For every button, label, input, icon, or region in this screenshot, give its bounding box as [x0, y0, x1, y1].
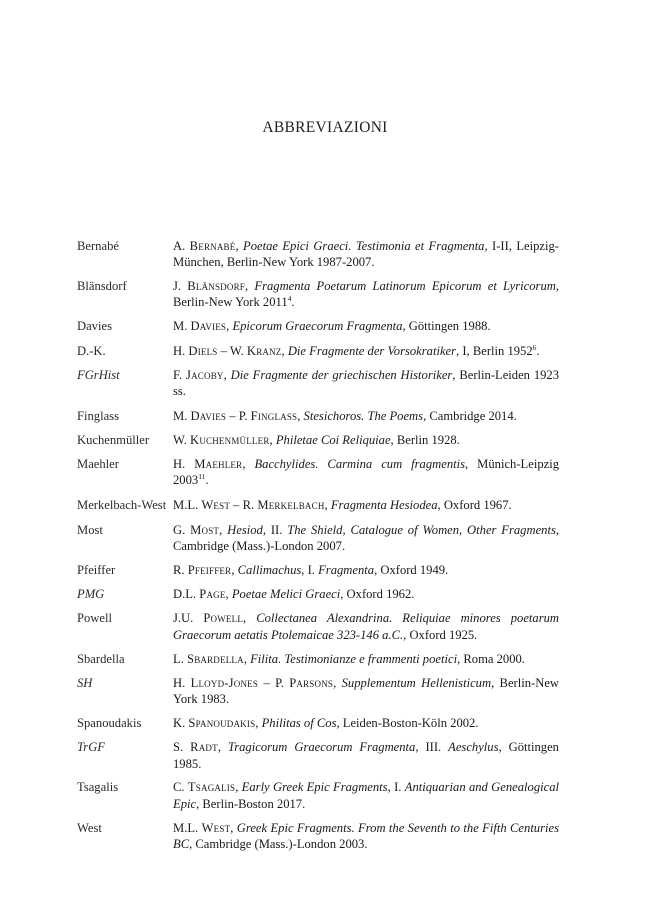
author-name: Blänsdorf: [187, 279, 245, 294]
reference-text: ,: [243, 651, 251, 666]
abbreviation-key: Tsagalis: [77, 780, 119, 795]
bibliographic-reference: [173, 586, 559, 602]
reference-text: ,: [297, 408, 304, 423]
abbreviation-key: Spanoudakis: [77, 715, 142, 730]
reference-text: M.L.: [173, 820, 202, 835]
author-name: Kuchenmüller: [190, 432, 270, 447]
reference-text: ,: [230, 820, 237, 835]
reference-text: ,: [225, 587, 232, 602]
author-name: Powell: [203, 611, 244, 626]
abbreviation-entry: [0, 318, 650, 334]
reference-text: ,: [333, 675, 342, 690]
abbreviation-key: Merkelbach-West: [77, 497, 167, 512]
work-title: Fragmenta: [318, 562, 375, 577]
reference-text: H.: [173, 675, 191, 690]
reference-text: – W.: [217, 343, 247, 358]
abbreviation-entry: [0, 278, 650, 311]
reference-text: , Oxford 1949.: [374, 562, 449, 577]
author-name: Page: [199, 587, 226, 602]
author-name: Pfeiffer: [187, 562, 232, 577]
abbreviation-entry: [0, 238, 650, 271]
work-title: Poetae Epici Graeci. Testimonia et Fragmenta: [243, 239, 485, 253]
work-title: Bacchylides. Carmina cum fragmentis: [254, 457, 466, 472]
work-title: Fragmenta Poetarum Latinorum Epicorum et Lyricorum: [254, 279, 556, 294]
reference-text: ,: [255, 715, 262, 730]
reference-text: .: [536, 343, 540, 358]
bibliographic-reference: [173, 651, 559, 667]
author-name: Tsagalis: [187, 780, 236, 795]
reference-text: , III.: [415, 740, 449, 755]
abbreviation-entry: [0, 820, 650, 853]
work-title: Die Fragmente der griechischen Historiker: [230, 367, 453, 382]
abbreviation-key: FGrHist: [77, 367, 120, 382]
abbreviation-key: Maehler: [77, 457, 119, 472]
work-title: Fragmenta Hesiodea: [330, 497, 438, 512]
abbreviation-list: [0, 238, 650, 860]
author-name: Merkelbach: [257, 497, 325, 512]
work-title: Collectanea Alexandrina. Reliquiae minores poetarum Graecorum aetatis Ptolemaicae 323-146 a.C.: [173, 611, 559, 642]
edition-number: 4: [287, 294, 292, 304]
reference-text: , Berlin-Leiden 1923 ss.: [173, 367, 560, 399]
abbreviation-key: Sbardella: [77, 651, 125, 666]
reference-text: ,: [235, 780, 242, 795]
abbreviation-key: Powell: [77, 611, 112, 626]
work-title: Tragicorum Graecorum Fragmenta: [227, 740, 416, 755]
abbreviation-key: Bernabé: [77, 239, 119, 253]
reference-text: D.L.: [173, 587, 200, 602]
bibliographic-reference: [173, 610, 559, 643]
reference-text: L.: [173, 651, 187, 666]
author-name: Radt: [190, 740, 218, 755]
abbreviation-key: Most: [77, 522, 103, 537]
abbreviation-key: PMG: [77, 587, 105, 602]
author-name: Lloyd-Jones: [190, 675, 259, 690]
abbreviation-key: Davies: [77, 319, 112, 334]
reference-text: , Cambridge 2014.: [423, 408, 517, 423]
abbreviation-entry: [0, 651, 650, 667]
reference-text: , I-II, Leipzig-München, Berlin-New York 1987-2007.: [173, 239, 559, 270]
abbreviation-entry: [0, 779, 650, 812]
author-name: Most: [190, 522, 220, 537]
bibliographic-reference: [173, 675, 559, 708]
reference-text: , Roma 2000.: [457, 651, 525, 666]
reference-text: A.: [173, 239, 190, 253]
abbreviation-entry: [0, 586, 650, 602]
bibliographic-reference: [173, 456, 559, 489]
author-name: Sbardella: [187, 651, 244, 666]
reference-text: , I.: [301, 562, 319, 577]
reference-text: ,: [245, 279, 255, 294]
reference-text: , I, Berlin 1952: [456, 343, 533, 358]
bibliographic-reference: [173, 739, 559, 772]
reference-text: R.: [173, 562, 188, 577]
reference-text: ,: [269, 432, 276, 447]
bibliographic-reference: [173, 278, 559, 311]
bibliographic-reference: [173, 318, 559, 334]
abbreviation-entry: [0, 675, 650, 708]
work-title: Die Fragmente der Vorsokratiker: [287, 343, 457, 358]
reference-text: – P.: [226, 408, 251, 423]
author-name: Davies: [190, 319, 227, 334]
reference-text: , Oxford 1967.: [437, 497, 512, 512]
bibliographic-reference: [173, 432, 559, 448]
reference-text: , Berlin-Boston 2017.: [196, 796, 306, 811]
reference-text: .: [205, 473, 209, 488]
reference-text: K.: [173, 715, 189, 730]
abbreviation-entry: [0, 456, 650, 489]
author-name: Kranz: [246, 343, 282, 358]
bibliographic-reference: [173, 522, 559, 555]
reference-text: ,: [231, 562, 238, 577]
reference-text: H.: [173, 457, 195, 472]
abbreviation-entry: [0, 610, 650, 643]
work-title: Supplementum Hellenisticum: [341, 675, 492, 690]
work-title: Filita. Testimonianze e frammenti poetici: [250, 651, 458, 666]
abbreviation-key: Kuchenmüller: [77, 432, 150, 447]
reference-text: M.: [173, 319, 191, 334]
abbreviation-entry: [0, 715, 650, 731]
reference-text: .: [291, 295, 295, 310]
work-title: Aeschylus: [448, 740, 499, 755]
author-name: Parsons: [289, 675, 334, 690]
reference-text: , I.: [387, 780, 405, 795]
reference-text: , Göttingen 1988.: [402, 319, 491, 334]
author-name: Jacoby: [186, 367, 224, 382]
reference-text: ,: [223, 367, 231, 382]
author-name: West: [201, 820, 231, 835]
work-title: Epicorum Graecorum Fragmenta: [232, 319, 403, 334]
reference-text: ,: [219, 522, 228, 537]
author-name: Maehler: [194, 457, 243, 472]
work-title: Antiquarian and Genealogical Epic: [173, 780, 560, 811]
reference-text: ,: [324, 497, 331, 512]
reference-text: ,: [281, 343, 288, 358]
reference-text: – P.: [258, 675, 290, 690]
reference-text: , Leiden-Boston-Köln 2002.: [336, 715, 479, 730]
reference-text: – R.: [230, 497, 258, 512]
bibliographic-reference: [173, 820, 559, 853]
reference-text: M.: [173, 408, 191, 423]
abbreviation-key: TrGF: [77, 740, 105, 755]
reference-text: , Oxford 1962.: [340, 587, 415, 602]
abbreviation-key: West: [77, 820, 102, 835]
work-title: Poetae Melici Graeci: [231, 587, 341, 602]
reference-text: , Berlin 1928.: [390, 432, 460, 447]
reference-text: , Cambridge (Mass.)-London 2003.: [189, 837, 368, 852]
edition-number: 11: [198, 472, 206, 482]
abbreviation-entry: [0, 432, 650, 448]
page-title: ABBREVIAZIONI: [262, 119, 388, 136]
reference-text: ,: [235, 239, 243, 253]
abbreviation-entry: [0, 343, 650, 359]
author-name: Diels: [188, 343, 218, 358]
bibliographic-reference: [173, 497, 559, 513]
reference-text: J.: [173, 279, 188, 294]
reference-text: , Cambridge (Mass.)-London 2007.: [173, 522, 560, 554]
reference-text: F.: [173, 367, 186, 382]
work-title: Greek Epic Fragments. From the Seventh to the Fifth Centuries BC: [173, 820, 559, 852]
reference-text: M.L.: [173, 497, 202, 512]
abbreviation-key: SH: [77, 675, 93, 690]
reference-text: ,: [217, 740, 228, 755]
abbreviation-entry: [0, 522, 650, 555]
reference-text: , Münich-Leipzig 2003: [173, 457, 560, 488]
work-title: Hesiod: [227, 522, 263, 537]
abbreviation-entry: [0, 562, 650, 578]
reference-text: C.: [173, 780, 188, 795]
work-title: Philitas of Cos: [261, 715, 337, 730]
abbreviation-key: Blänsdorf: [77, 279, 127, 294]
abbreviation-entry: [0, 367, 650, 400]
reference-text: J.U.: [173, 611, 204, 626]
work-title: Philetae Coi Reliquiae: [275, 432, 391, 447]
bibliographic-reference: [173, 715, 559, 731]
bibliographic-reference: [173, 408, 559, 424]
reference-text: ,: [242, 457, 255, 472]
reference-text: , Berlin-New York 1983.: [173, 675, 560, 707]
work-title: The Shield, Catalogue of Women, Other Fragments: [287, 522, 556, 537]
work-title: Early Greek Epic Fragments: [241, 780, 388, 795]
author-name: Spanoudakis: [188, 715, 256, 730]
abbreviation-entry: [0, 408, 650, 424]
bibliographic-reference: [173, 779, 559, 812]
abbreviation-key: Pfeiffer: [77, 562, 116, 577]
abbreviation-entry: [0, 497, 650, 513]
reference-text: ,: [226, 319, 233, 334]
reference-text: W.: [173, 432, 191, 447]
author-name: Davies: [190, 408, 227, 423]
bibliographic-reference: [173, 343, 559, 359]
bibliographic-reference: [173, 562, 559, 578]
abbreviation-entry: [0, 739, 650, 772]
reference-text: , Berlin-New York 2011: [173, 279, 560, 310]
reference-text: S.: [173, 740, 191, 755]
work-title: Stesichoros. The Poems: [303, 408, 424, 423]
reference-text: ,: [243, 611, 257, 626]
abbreviation-key: Finglass: [77, 408, 119, 423]
abbreviation-key: D.-K.: [77, 343, 106, 358]
author-name: Finglass: [250, 408, 298, 423]
edition-number: 6: [532, 342, 537, 352]
bibliographic-reference: [173, 367, 559, 400]
author-name: West: [201, 497, 231, 512]
reference-text: , Göttingen 1985.: [173, 740, 559, 771]
bibliographic-reference: [173, 238, 559, 271]
reference-text: , Oxford 1925.: [403, 627, 478, 642]
reference-text: , II.: [262, 522, 288, 537]
work-title: Callimachus: [237, 562, 302, 577]
author-name: Bernabé: [189, 239, 236, 253]
reference-text: H.: [173, 343, 189, 358]
reference-text: G.: [173, 522, 191, 537]
